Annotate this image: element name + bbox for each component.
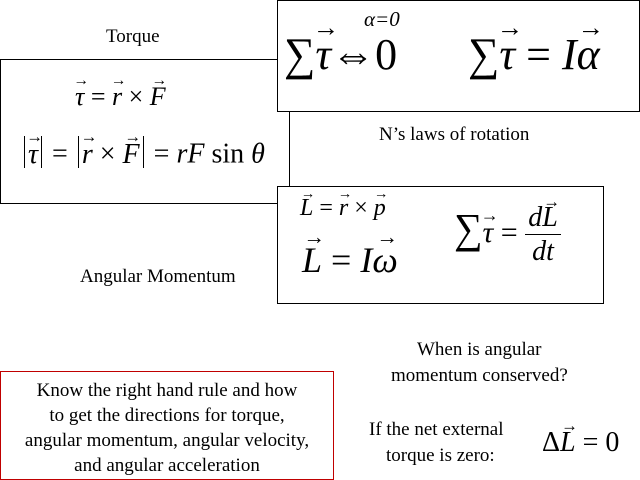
torque-equation-box [0, 59, 290, 204]
torque-cross-product-equation: → τ = → r × → F [75, 82, 166, 112]
momentum-inertia-equation: → L = I→ ω [302, 239, 398, 281]
right-hand-rule-note [0, 371, 334, 480]
angular-momentum-title: Angular Momentum [80, 266, 236, 287]
rotational-second-law-equation: ∑→ τ = I→ α [468, 29, 600, 80]
conservation-question-line1: When is angular [417, 339, 542, 360]
momentum-cross-product-equation: → L = → r × → p [300, 195, 386, 222]
note-line-4: and angular acceleration [74, 455, 260, 476]
rotation-laws-caption: N’s laws of rotation [379, 124, 530, 145]
torque-title: Torque [106, 26, 160, 47]
note-line-2: to get the directions for torque, [49, 405, 285, 426]
equilibrium-equation: ∑→ τ⇔0 [284, 29, 397, 80]
note-line-1: Know the right hand rule and how [36, 380, 298, 401]
alpha-zero-condition: α=0 [364, 7, 400, 31]
angular-momentum-box [277, 186, 604, 304]
rotation-laws-box [277, 0, 640, 112]
torque-momentum-derivative-equation: ∑→ τ = $\frac{d\to L}{dt}$ [454, 203, 561, 268]
conservation-question-line2: momentum conserved? [391, 365, 568, 386]
conservation-answer-line2: torque is zero: [386, 445, 495, 466]
conservation-answer-line1: If the net external [369, 419, 504, 440]
note-line-3: angular momentum, angular velocity, [24, 430, 310, 451]
torque-magnitude-equation: → τ = → r × → F = rF sin θ [21, 136, 265, 171]
conservation-equation: Δ→ L = 0 [542, 427, 619, 459]
